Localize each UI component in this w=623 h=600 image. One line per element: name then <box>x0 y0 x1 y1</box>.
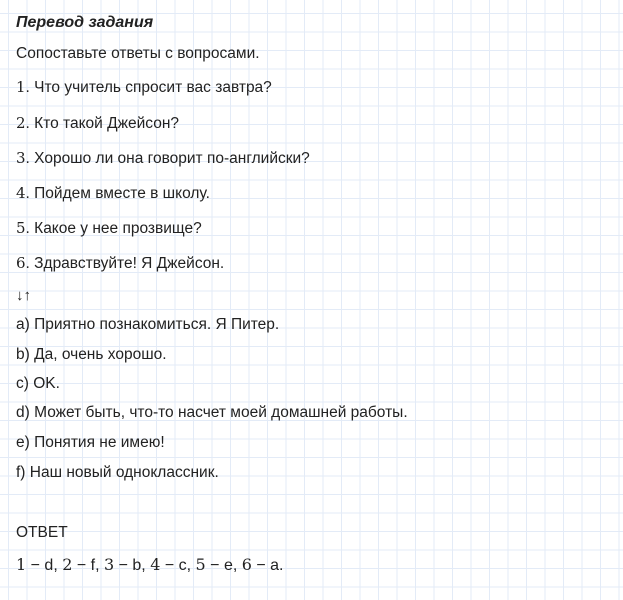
answer-match: − b, <box>114 557 151 574</box>
question-item <box>16 149 310 168</box>
question-item <box>16 114 179 133</box>
section-title: Перевод задания <box>16 14 154 31</box>
question-number: 6 <box>16 254 26 272</box>
question-number: 1 <box>16 78 26 96</box>
option-letter: e) <box>16 434 30 451</box>
answer-number: 4 <box>150 555 161 574</box>
question-text: . Пойдем вместе в школу. <box>25 185 210 202</box>
question-number: 5 <box>16 219 26 237</box>
answer-option <box>16 375 60 393</box>
option-letter: b) <box>16 346 30 363</box>
answer-match: − c, <box>160 557 196 574</box>
answer-number: 3 <box>103 555 115 574</box>
question-number: 2 <box>16 114 26 132</box>
swap-arrows-icon: ↓↑ <box>16 287 31 304</box>
answer-match: − e, <box>205 557 242 574</box>
option-text: Может быть, что‑то насчет моей домашней работы. <box>29 404 408 421</box>
question-item <box>16 219 202 238</box>
option-letter: c) <box>16 375 29 392</box>
answer-option <box>16 404 408 422</box>
question-number: 4 <box>16 184 26 202</box>
answer-line <box>16 556 284 575</box>
option-text: Приятно познакомиться. Я Питер. <box>29 316 280 333</box>
option-letter: a) <box>16 316 30 333</box>
answer-heading: ОТВЕТ <box>16 524 68 541</box>
answer-option <box>16 346 167 364</box>
answer-number: 2 <box>62 555 73 574</box>
option-letter: f) <box>16 464 26 481</box>
option-text: Да, очень хорошо. <box>29 346 167 363</box>
question-text: . Хорошо ли она говорит по‑английски? <box>25 150 310 167</box>
answer-match: − a. <box>251 557 284 574</box>
answer-number: 5 <box>195 555 206 574</box>
question-item <box>16 78 272 97</box>
answer-option <box>16 316 279 334</box>
question-item <box>16 184 210 203</box>
instruction-text: Сопоставьте ответы с вопросами. <box>16 45 260 62</box>
option-text: Наш новый одноклассник. <box>25 464 219 481</box>
answer-match: − d, <box>26 557 63 574</box>
answer-match: − f, <box>72 557 104 574</box>
answer-option <box>16 464 219 482</box>
option-letter: d) <box>16 404 30 421</box>
answer-number: 6 <box>241 555 252 574</box>
answer-option <box>16 434 165 452</box>
question-text: . Что учитель спросит вас завтра? <box>25 79 272 96</box>
question-text: . Кто такой Джейсон? <box>25 115 179 132</box>
option-text: OK. <box>28 375 60 392</box>
question-number: 3 <box>16 149 26 167</box>
question-text: . Какое у нее прозвище? <box>25 220 202 237</box>
question-text: . Здравствуйте! Я Джейсон. <box>25 255 225 272</box>
option-text: Понятия не имею! <box>29 434 165 451</box>
question-item <box>16 254 224 273</box>
answer-number: 1 <box>16 555 27 574</box>
